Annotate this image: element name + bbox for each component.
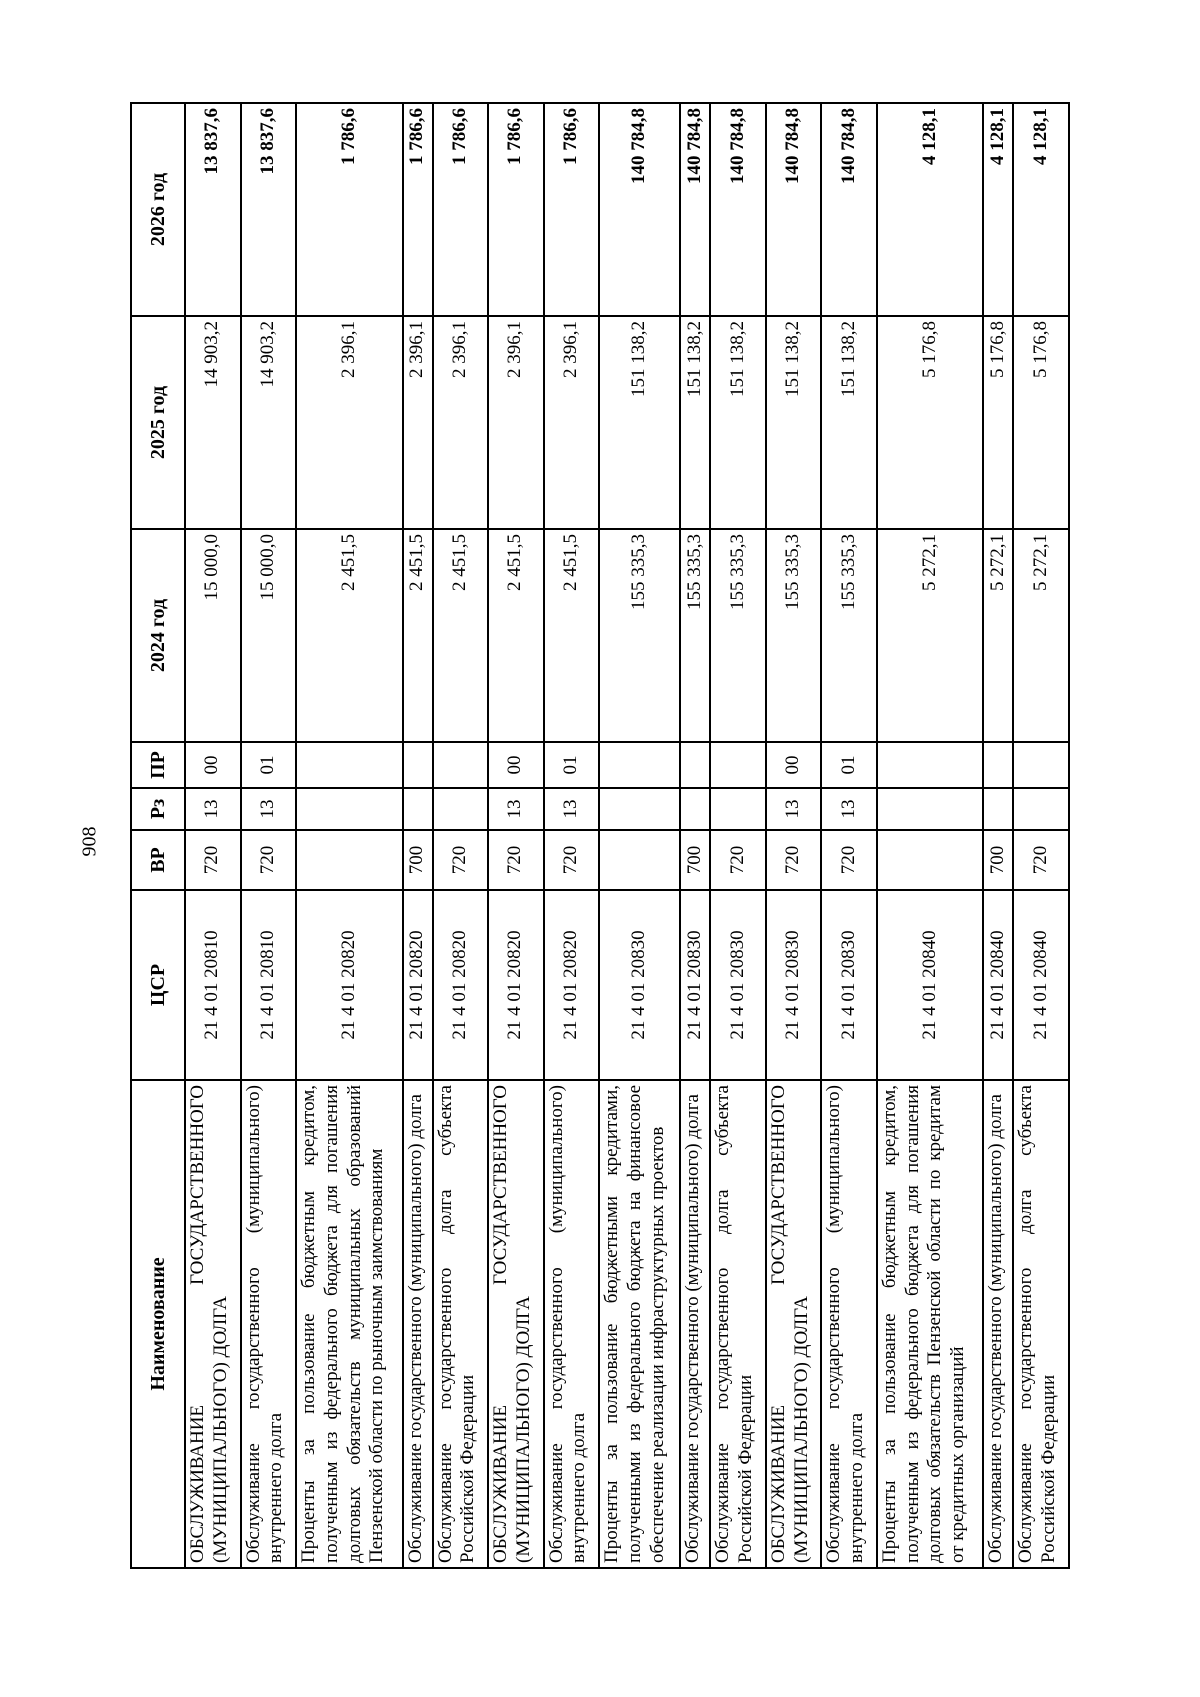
row-name: Обслуживание государственного долга субъекта Российской Федерации	[710, 1080, 766, 1568]
row-name: Обслуживание государственного (муниципального) внутреннего долга	[821, 1080, 877, 1568]
row-pr	[877, 742, 984, 788]
row-pr	[983, 742, 1013, 788]
table-row	[488, 103, 544, 1568]
row-2025: 5 176,8	[877, 316, 984, 529]
row-rz: 13	[544, 788, 600, 830]
row-2026: 4 128,1	[877, 103, 984, 316]
row-name: ОБСЛУЖИВАНИЕ ГОСУДАРСТВЕННОГО (МУНИЦИПАЛЬНОГО) ДОЛГА	[766, 1080, 822, 1568]
row-2026: 13 837,6	[185, 103, 241, 316]
row-csr: 21 4 01 20820	[433, 890, 489, 1080]
row-rz	[877, 788, 984, 830]
row-rz	[296, 788, 403, 830]
row-2024: 2 451,5	[433, 529, 489, 742]
row-vr	[877, 830, 984, 890]
table-header-row	[131, 103, 185, 1568]
row-csr: 21 4 01 20840	[1013, 890, 1069, 1080]
table-row	[680, 103, 710, 1568]
table-row	[403, 103, 433, 1568]
row-rz: 13	[821, 788, 877, 830]
table-row	[241, 103, 297, 1568]
row-vr: 720	[433, 830, 489, 890]
row-csr: 21 4 01 20810	[185, 890, 241, 1080]
row-name: Проценты за пользование бюджетным кредитом, полученным из федерального бюджета для погашения долговых обязательств Пензенской области по кредитам от кредитных организаций	[877, 1080, 984, 1568]
table-row	[433, 103, 489, 1568]
row-csr: 21 4 01 20840	[983, 890, 1013, 1080]
row-2024: 2 451,5	[296, 529, 403, 742]
row-pr: 01	[241, 742, 297, 788]
row-2025: 2 396,1	[403, 316, 433, 529]
table-row	[1013, 103, 1069, 1568]
row-rz	[983, 788, 1013, 830]
row-csr: 21 4 01 20830	[766, 890, 822, 1080]
header-vr: ВР	[131, 830, 185, 890]
row-name: Обслуживание государственного (муниципального) долга	[680, 1080, 710, 1568]
row-pr: 01	[821, 742, 877, 788]
row-2026: 140 784,8	[710, 103, 766, 316]
row-vr: 720	[766, 830, 822, 890]
row-rz	[1013, 788, 1069, 830]
table-row	[599, 103, 680, 1568]
row-2026: 4 128,1	[1013, 103, 1069, 316]
row-pr	[403, 742, 433, 788]
row-csr: 21 4 01 20820	[544, 890, 600, 1080]
row-vr: 700	[680, 830, 710, 890]
row-2026: 140 784,8	[599, 103, 680, 316]
row-2025: 2 396,1	[296, 316, 403, 529]
row-vr	[296, 830, 403, 890]
row-pr	[599, 742, 680, 788]
header-csr: ЦСР	[131, 890, 185, 1080]
row-csr: 21 4 01 20820	[488, 890, 544, 1080]
row-2026: 4 128,1	[983, 103, 1013, 316]
row-pr	[433, 742, 489, 788]
row-2026: 1 786,6	[433, 103, 489, 316]
row-2025: 2 396,1	[544, 316, 600, 529]
row-vr: 720	[821, 830, 877, 890]
row-rz	[710, 788, 766, 830]
row-rz: 13	[241, 788, 297, 830]
row-pr: 00	[488, 742, 544, 788]
row-pr: 00	[766, 742, 822, 788]
row-name: Проценты за пользование бюджетным кредитом, полученным из федерального бюджета для погашения долговых обязательств муниципальных образований Пензенской области по рыночным заимствованиям	[296, 1080, 403, 1568]
table-row	[766, 103, 822, 1568]
row-2025: 151 138,2	[821, 316, 877, 529]
row-2026: 1 786,6	[296, 103, 403, 316]
table-row	[185, 103, 241, 1568]
row-vr: 700	[403, 830, 433, 890]
row-2026: 1 786,6	[403, 103, 433, 316]
row-2025: 5 176,8	[983, 316, 1013, 529]
row-csr: 21 4 01 20830	[821, 890, 877, 1080]
page-number: 908	[78, 826, 101, 857]
row-2024: 155 335,3	[680, 529, 710, 742]
row-vr: 720	[544, 830, 600, 890]
row-vr	[599, 830, 680, 890]
row-2024: 155 335,3	[821, 529, 877, 742]
row-2025: 2 396,1	[488, 316, 544, 529]
row-csr: 21 4 01 20810	[241, 890, 297, 1080]
row-name: Обслуживание государственного (муниципального) внутреннего долга	[544, 1080, 600, 1568]
table-row	[877, 103, 984, 1568]
row-2024: 2 451,5	[544, 529, 600, 742]
row-2025: 14 903,2	[241, 316, 297, 529]
header-rz: Рз	[131, 788, 185, 830]
row-rz: 13	[766, 788, 822, 830]
row-name: Проценты за пользование бюджетными кредитами, полученными из федерального бюджета на финансовое обеспечение реализации инфраструктурных проектов	[599, 1080, 680, 1568]
table-row	[296, 103, 403, 1568]
row-2026: 140 784,8	[680, 103, 710, 316]
row-csr: 21 4 01 20830	[599, 890, 680, 1080]
row-2024: 155 335,3	[710, 529, 766, 742]
row-2024: 15 000,0	[241, 529, 297, 742]
row-pr	[1013, 742, 1069, 788]
row-rz	[599, 788, 680, 830]
rotated-table-container	[130, 104, 1070, 1569]
row-pr: 01	[544, 742, 600, 788]
row-2024: 5 272,1	[877, 529, 984, 742]
row-2026: 1 786,6	[488, 103, 544, 316]
row-vr: 720	[488, 830, 544, 890]
row-2025: 151 138,2	[680, 316, 710, 529]
row-2026: 1 786,6	[544, 103, 600, 316]
row-name: Обслуживание государственного (муниципального) внутреннего долга	[241, 1080, 297, 1568]
row-pr	[680, 742, 710, 788]
row-name: Обслуживание государственного (муниципального) долга	[403, 1080, 433, 1568]
row-2025: 151 138,2	[710, 316, 766, 529]
row-2025: 2 396,1	[433, 316, 489, 529]
row-pr	[296, 742, 403, 788]
row-2024: 155 335,3	[766, 529, 822, 742]
row-vr: 720	[241, 830, 297, 890]
budget-table	[130, 102, 1070, 1569]
row-rz	[680, 788, 710, 830]
table-row	[710, 103, 766, 1568]
row-vr: 700	[983, 830, 1013, 890]
row-name: ОБСЛУЖИВАНИЕ ГОСУДАРСТВЕННОГО (МУНИЦИПАЛЬНОГО) ДОЛГА	[488, 1080, 544, 1568]
header-2024: 2024 год	[131, 529, 185, 742]
row-vr: 720	[185, 830, 241, 890]
row-2025: 14 903,2	[185, 316, 241, 529]
row-name: ОБСЛУЖИВАНИЕ ГОСУДАРСТВЕННОГО (МУНИЦИПАЛЬНОГО) ДОЛГА	[185, 1080, 241, 1568]
row-rz	[403, 788, 433, 830]
row-2024: 15 000,0	[185, 529, 241, 742]
row-2026: 140 784,8	[766, 103, 822, 316]
row-2025: 151 138,2	[599, 316, 680, 529]
table-row	[821, 103, 877, 1568]
row-2024: 2 451,5	[403, 529, 433, 742]
row-2024: 2 451,5	[488, 529, 544, 742]
row-pr: 00	[185, 742, 241, 788]
header-pr: ПР	[131, 742, 185, 788]
row-csr: 21 4 01 20830	[680, 890, 710, 1080]
row-name: Обслуживание государственного долга субъекта Российской Федерации	[1013, 1080, 1069, 1568]
row-name: Обслуживание государственного долга субъекта Российской Федерации	[433, 1080, 489, 1568]
row-2025: 5 176,8	[1013, 316, 1069, 529]
row-rz	[433, 788, 489, 830]
row-2024: 5 272,1	[983, 529, 1013, 742]
header-2026: 2026 год	[131, 103, 185, 316]
table-row	[544, 103, 600, 1568]
row-2026: 140 784,8	[821, 103, 877, 316]
row-rz: 13	[488, 788, 544, 830]
row-2024: 5 272,1	[1013, 529, 1069, 742]
row-vr: 720	[710, 830, 766, 890]
row-csr: 21 4 01 20830	[710, 890, 766, 1080]
row-csr: 21 4 01 20820	[403, 890, 433, 1080]
row-vr: 720	[1013, 830, 1069, 890]
row-name: Обслуживание государственного (муниципального) долга	[983, 1080, 1013, 1568]
row-2025: 151 138,2	[766, 316, 822, 529]
row-csr: 21 4 01 20820	[296, 890, 403, 1080]
row-pr	[710, 742, 766, 788]
row-rz: 13	[185, 788, 241, 830]
row-2026: 13 837,6	[241, 103, 297, 316]
row-csr: 21 4 01 20840	[877, 890, 984, 1080]
table-row	[983, 103, 1013, 1568]
row-2024: 155 335,3	[599, 529, 680, 742]
header-name: Наименование	[131, 1080, 185, 1568]
header-2025: 2025 год	[131, 316, 185, 529]
